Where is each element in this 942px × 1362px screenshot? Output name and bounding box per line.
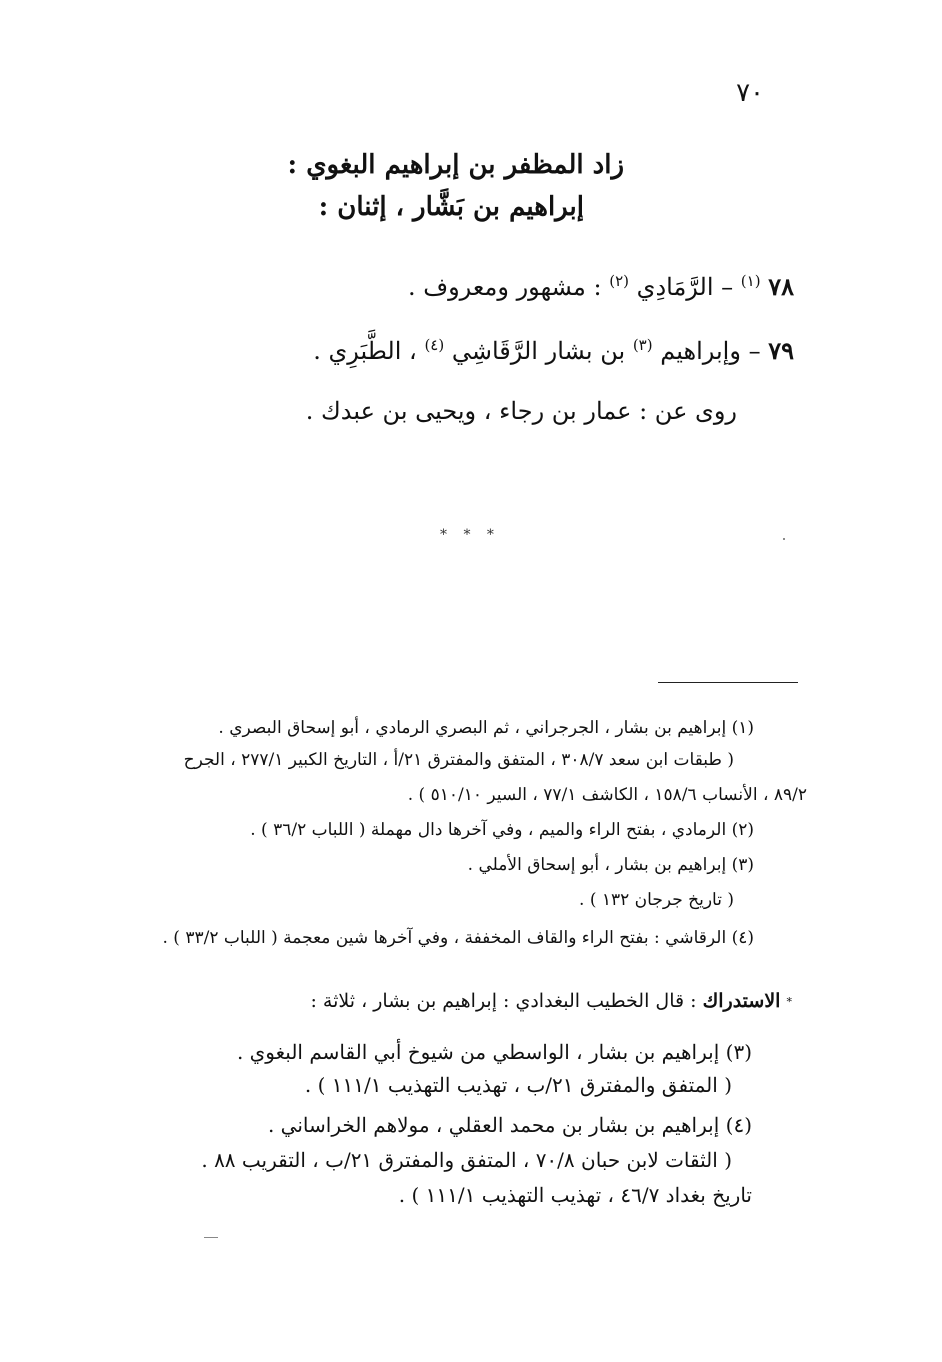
margin-mark: [204, 1237, 218, 1238]
entry-text: : مشهور ومعروف .: [407, 273, 602, 301]
istidrak-line: ( الثقات لابن حبان ٧٠/٨ ، المتفق والمفترق ٢١/ب ، التقريب ٨٨ .: [201, 1148, 732, 1172]
rawa-line: روى عن : عمار بن رجاء ، ويحيى بن عبدك .: [305, 397, 737, 425]
asterisk-icon: *: [786, 995, 792, 1009]
footnote-ref: (٢): [609, 272, 630, 290]
entry-text: – وإبراهيم: [652, 337, 761, 365]
footnote-2: (٢) الرمادي ، بفتح الراء والميم ، وفي آخرها دال مهملة ( اللباب ٣٦/٢ ) .: [250, 820, 754, 840]
entry-text: بن بشار الرَّقَاشِي: [444, 337, 626, 365]
footnote-ref: (٤): [424, 336, 445, 354]
footnote-3-source: ( تاريخ جرجان ١٣٢ ) .: [579, 890, 734, 910]
istidrak-line: ( المتفق والمفترق ٢١/ب ، تهذيب التهذيب ١١١/١ ) .: [304, 1073, 732, 1097]
section-separator: * * *: [440, 527, 500, 543]
section-heading-line-1: زاد المظفر بن إبراهيم البغوي :: [287, 150, 624, 180]
entry-text: – الرَّمَادِي: [629, 273, 734, 301]
footnote-ref: (١): [740, 272, 761, 290]
page-number: ٧٠: [736, 78, 764, 108]
footnote-1: (١) إبراهيم بن بشار ، الجرجراني ، ثم البصري الرمادي ، أبو إسحاق البصري .: [218, 718, 754, 738]
entry-78: [408, 272, 794, 301]
istidrak-heading: [310, 990, 792, 1012]
footnote-divider: [658, 682, 798, 683]
istidrak-line: (٤) إبراهيم بن بشار بن محمد العقلي ، مولاهم الخراساني .: [267, 1113, 752, 1137]
istidrak-line: تاريخ بغداد ٤٦/٧ ، تهذيب التهذيب ١١١/١ ) .: [398, 1183, 752, 1207]
footnote-ref: (٣): [632, 336, 653, 354]
entry-79: [313, 336, 794, 365]
entry-number: ٧٩: [768, 336, 794, 365]
istidrak-text: : قال الخطيب البغدادي : إبراهيم بن بشار ، ثلاثة :: [310, 990, 697, 1012]
istidrak-line: (٣) إبراهيم بن بشار ، الواسطي من شيوخ أبي القاسم البغوي .: [236, 1040, 752, 1064]
footnote-1-source-cont: ٨٩/٢ ، الأنساب ١٥٨/٦ ، الكاشف ٧٧/١ ، السير ٥١٠/١٠ ) .: [407, 785, 807, 805]
section-heading-line-2: إبراهيم بن بَشَّار ، إثنان :: [318, 192, 584, 222]
istidrak-label: الاستدراك: [702, 990, 781, 1012]
footnote-3: (٣) إبراهيم بن بشار ، أبو إسحاق الأملي .: [467, 855, 754, 875]
footnote-4: (٤) الرقاشي : بفتح الراء والقاف المخففة ، وفي آخرها شين معجمة ( اللباب ٣٣/٢ ) .: [162, 928, 754, 948]
entry-number: ٧٨: [768, 272, 794, 301]
stray-mark: [783, 538, 785, 540]
footnote-1-source: ( طبقات ابن سعد ٣٠٨/٧ ، المتفق والمفترق ٢١/أ ، التاريخ الكبير ٢٧٧/١ ، الجرح: [183, 750, 734, 770]
entry-text: ، الطَّبَرِي .: [313, 337, 417, 365]
